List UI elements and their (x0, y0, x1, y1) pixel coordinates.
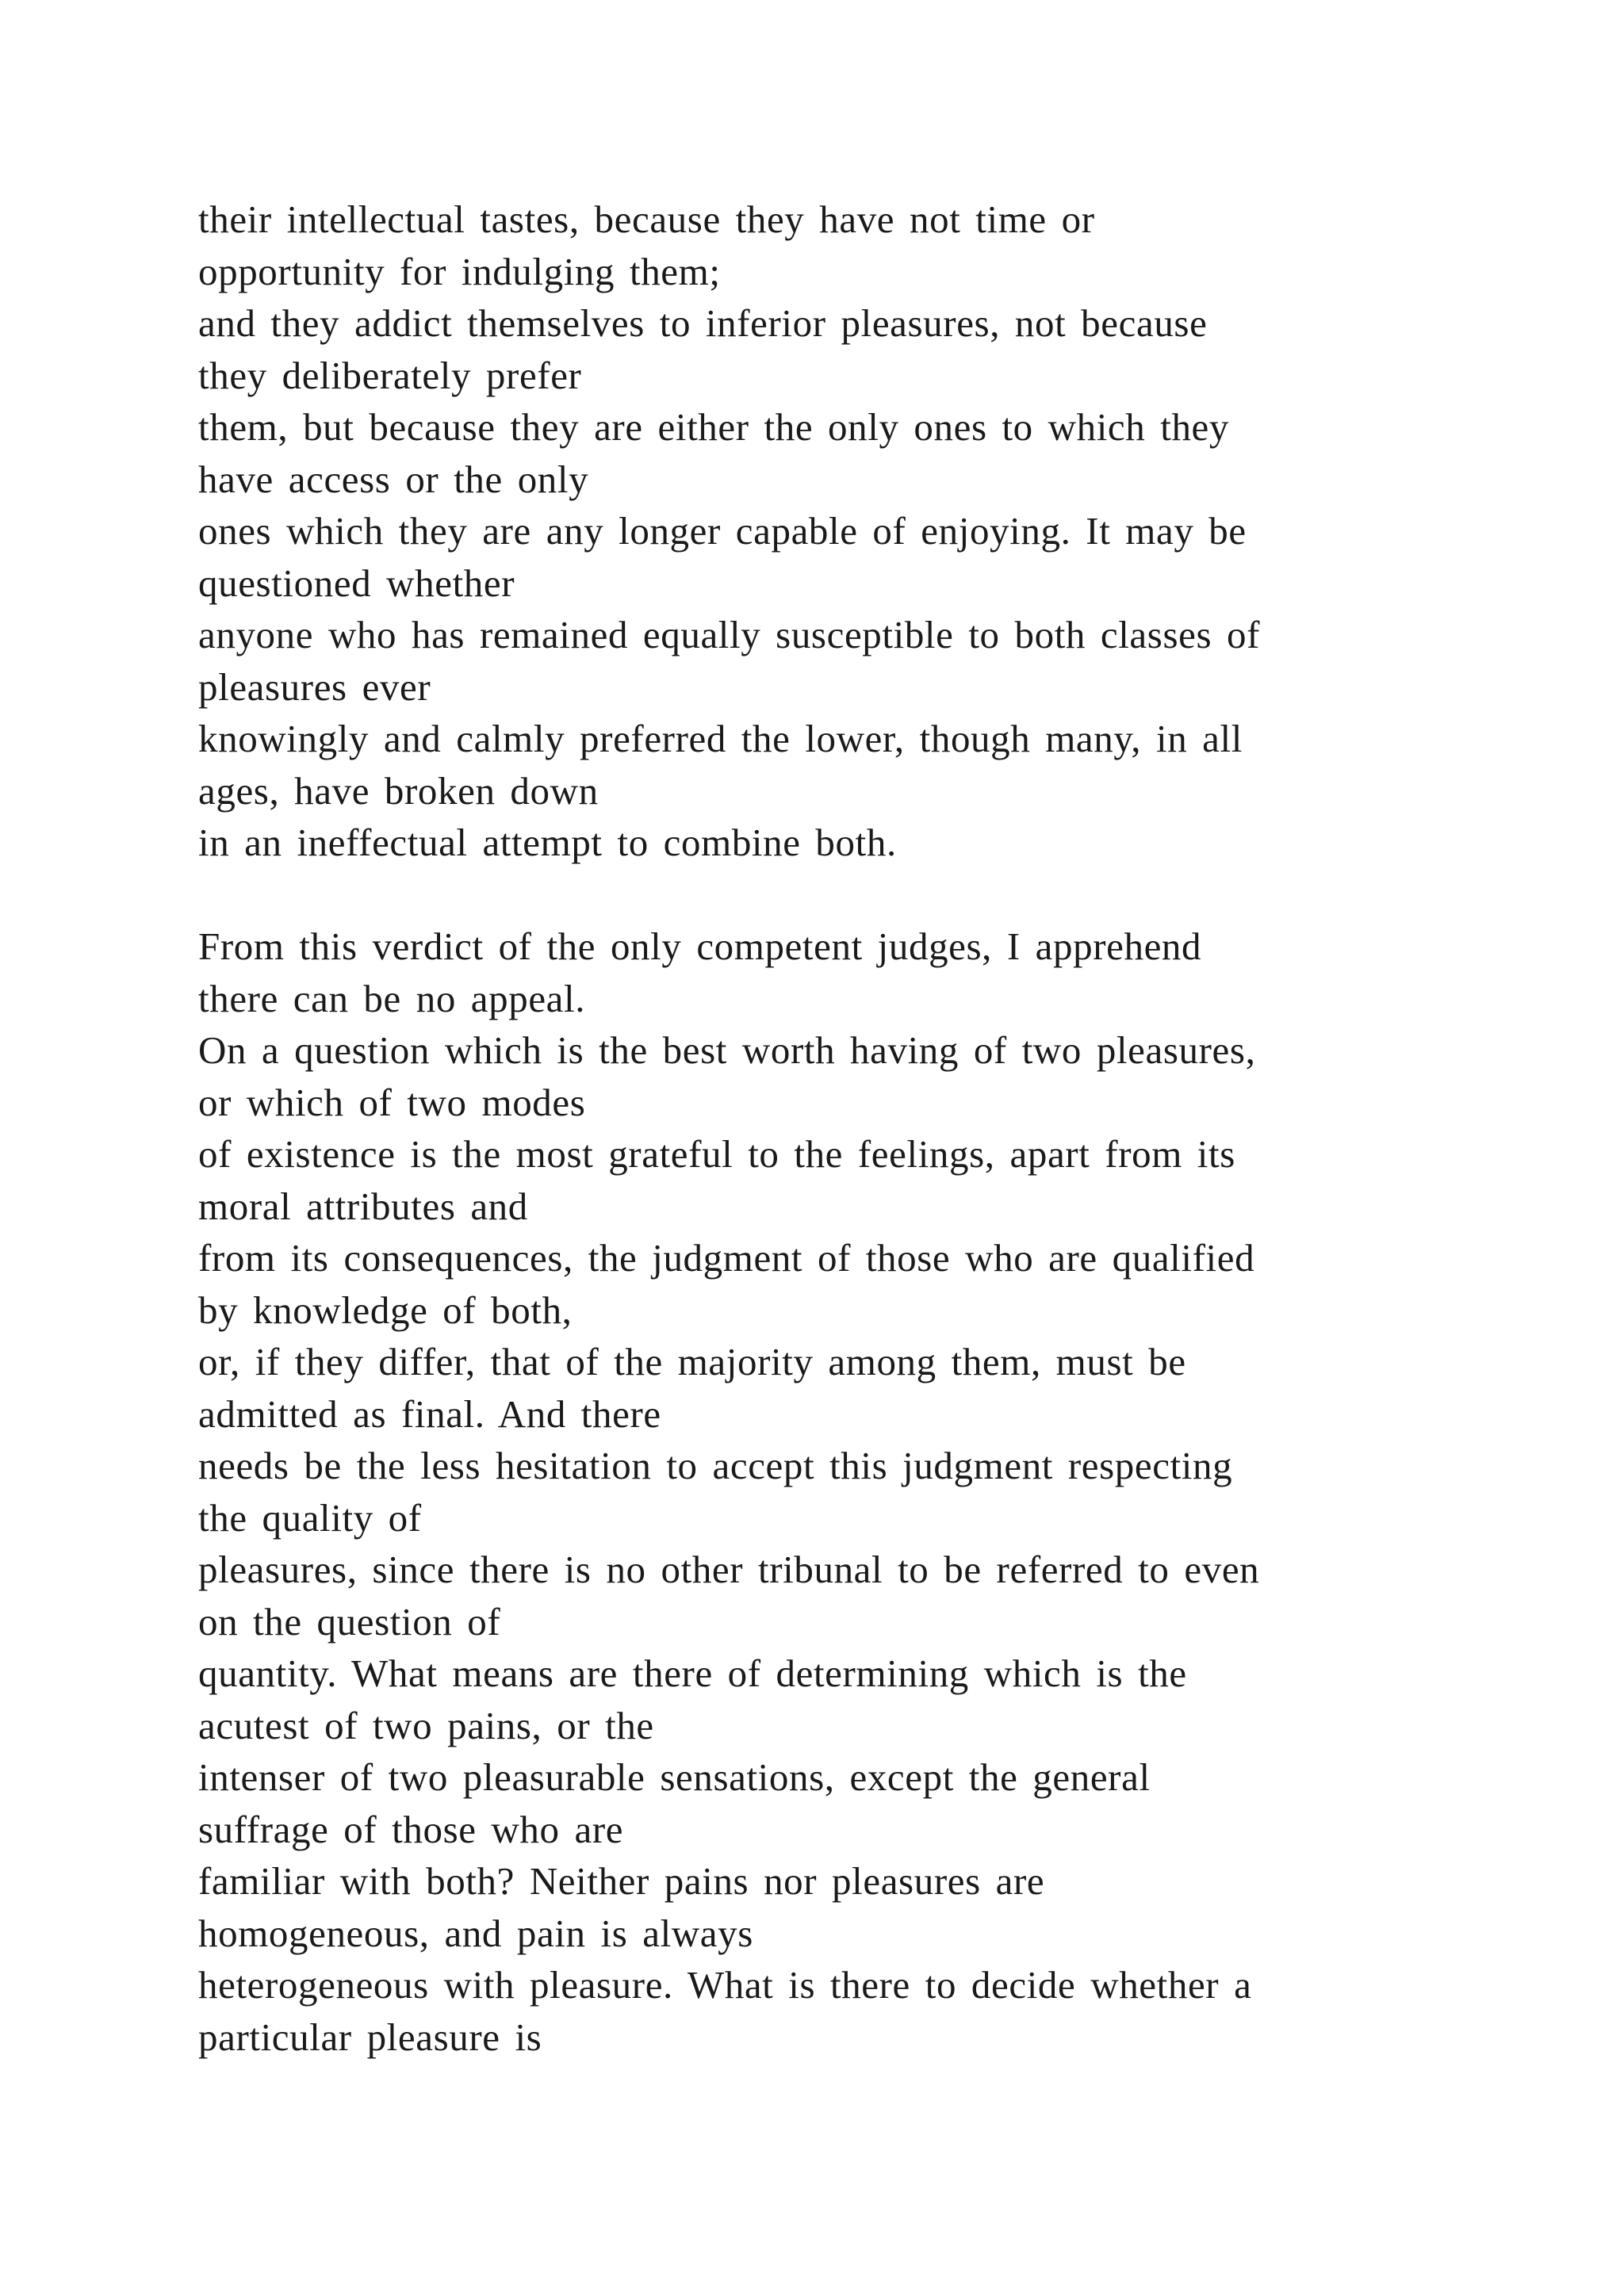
text-line: of existence is the most grateful to the feelings, apart from its (198, 1132, 1235, 1176)
text-line: them, but because they are either the only ones to which they (198, 405, 1229, 449)
text-line: heterogeneous with pleasure. What is there to decide whether a (198, 1963, 1252, 2007)
text-line: ages, have broken down (198, 768, 599, 813)
body-text (198, 193, 1467, 2063)
paragraph-spacer (198, 869, 1467, 921)
text-line: particular pleasure is (198, 2015, 542, 2059)
text-line: quantity. What means are there of determining which is the (198, 1651, 1187, 1695)
text-line: opportunity for indulging them; (198, 249, 721, 293)
text-line: homogeneous, and pain is always (198, 1911, 753, 1955)
text-line: acutest of two pains, or the (198, 1703, 654, 1747)
text-line: suffrage of those who are (198, 1807, 624, 1851)
text-line: pleasures ever (198, 664, 431, 709)
text-line: they deliberately prefer (198, 353, 582, 397)
text-line: On a question which is the best worth having of two pleasures, (198, 1028, 1256, 1072)
paragraph-1 (198, 193, 1467, 869)
text-line: or, if they differ, that of the majority among them, must be (198, 1340, 1186, 1383)
text-line: the quality of (198, 1495, 422, 1540)
text-line: questioned whether (198, 561, 515, 605)
text-line: anyone who has remained equally susceptible to both classes of (198, 613, 1261, 656)
text-line: moral attributes and (198, 1184, 528, 1228)
paragraph-2 (198, 920, 1467, 2063)
text-line: From this verdict of the only competent judges, I apprehend (198, 924, 1202, 968)
text-line: knowingly and calmly preferred the lower, though many, in all (198, 717, 1243, 760)
text-line: needs be the less hesitation to accept this judgment respecting (198, 1444, 1233, 1487)
text-line: have access or the only (198, 457, 589, 501)
text-line: on the question of (198, 1599, 501, 1644)
text-line: there can be no appeal. (198, 976, 586, 1020)
text-line: from its consequences, the judgment of those who are qualified (198, 1236, 1255, 1280)
text-line: by knowledge of both, (198, 1288, 573, 1332)
text-line: ones which they are any longer capable of enjoying. It may be (198, 509, 1247, 553)
text-line: and they addict themselves to inferior pleasures, not because (198, 301, 1208, 345)
text-line: pleasures, since there is no other tribunal to be referred to even (198, 1548, 1260, 1591)
text-line: admitted as final. And there (198, 1391, 661, 1436)
text-line: familiar with both? Neither pains nor pleasures are (198, 1859, 1045, 1903)
text-line: or which of two modes (198, 1080, 586, 1124)
text-line: in an ineffectual attempt to combine both. (198, 821, 897, 864)
text-line: intenser of two pleasurable sensations, except the general (198, 1755, 1151, 1799)
text-line: their intellectual tastes, because they have not time or (198, 197, 1095, 241)
